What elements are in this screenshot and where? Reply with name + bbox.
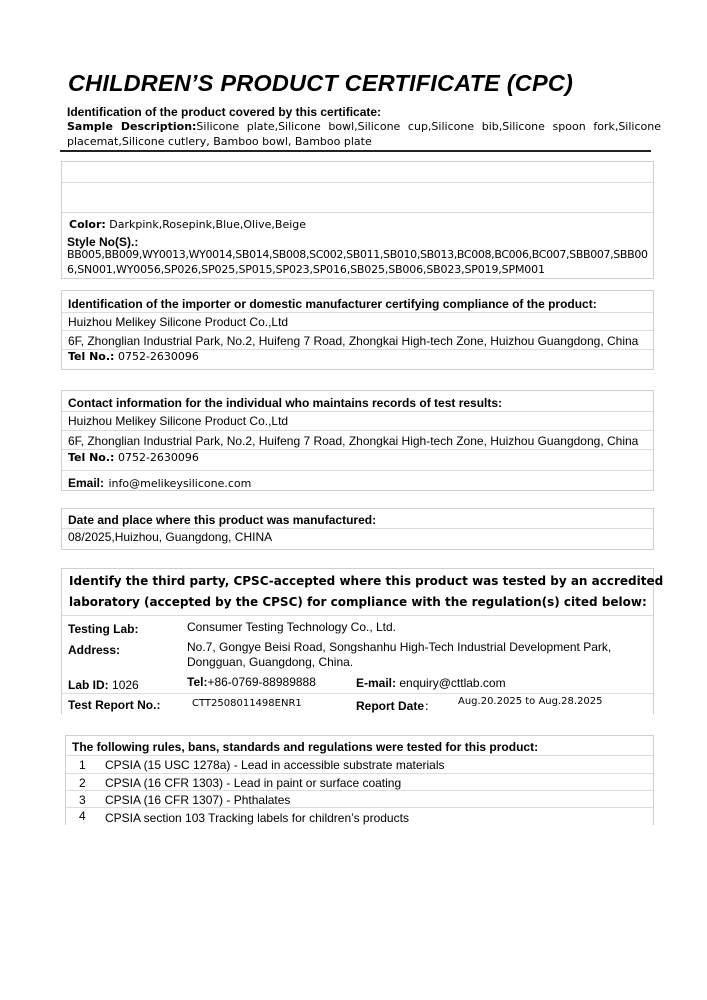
row-divider <box>62 411 653 412</box>
row-divider <box>66 773 653 774</box>
contact-email-row <box>68 474 251 492</box>
row-divider <box>62 312 653 313</box>
contact-address: 6F, Zhonglian Industrial Park, No.2, Huifeng 7 Road, Zhongkai High-tech Zone, Huizhou Guangdong, China <box>68 434 639 448</box>
row-divider <box>62 528 653 529</box>
importer-address: 6F, Zhonglian Industrial Park, No.2, Huifeng 7 Road, Zhongkai High-tech Zone, Huizhou Guangdong, China <box>68 334 639 348</box>
testing-lab-value: Consumer Testing Technology Co., Ltd. <box>187 620 397 634</box>
row-divider <box>62 693 653 694</box>
rule-number: 1 <box>79 758 86 772</box>
contact-heading: Contact information for the individual who maintains records of test results: <box>68 396 503 410</box>
lab-id-row <box>68 678 139 692</box>
address-label: Address: <box>68 643 121 657</box>
report-no-label: Test Report No.: <box>68 698 161 712</box>
lab-address-line1: No.7, Gongye Beisi Road, Songshanhu High-Tech Industrial Development Park, <box>187 640 612 654</box>
row-divider <box>62 330 653 331</box>
row-divider <box>62 182 653 183</box>
rule-text: CPSIA (15 USC 1278a) - Lead in accessible substrate materials <box>105 758 445 772</box>
importer-tel-label: Tel No.: <box>68 350 115 363</box>
lab-email-row <box>356 676 506 690</box>
sample-description-line1 <box>67 120 661 133</box>
lab-heading-line2: laboratory (accepted by the CPSC) for compliance with the regulation(s) cited below: <box>69 595 647 609</box>
contact-tel-row <box>68 451 199 464</box>
row-divider <box>62 430 653 431</box>
sample-description-value: Silicone plate,Silicone bowl,Silicone cup,Silicone bib,Silicone spoon fork,Silicone <box>196 120 661 133</box>
importer-company: Huizhou Melikey Silicone Product Co.,Ltd <box>68 315 289 329</box>
lab-heading-line1: Identify the third party, CPSC-accepted where this product was tested by an accredited <box>69 574 664 588</box>
color-label: Color: <box>69 218 106 231</box>
lab-tel-label: Tel: <box>187 675 208 689</box>
row-divider <box>62 212 653 213</box>
sample-description-line2: placemat,Silicone cutlery, Bamboo bowl, Bamboo plate <box>67 135 372 148</box>
row-divider <box>66 755 653 756</box>
contact-tel-label: Tel No.: <box>68 451 115 464</box>
lab-address-line2: Dongguan, Guangdong, China. <box>187 655 354 669</box>
row-divider <box>62 615 653 616</box>
importer-tel-value: 0752-2630096 <box>117 350 199 363</box>
rule-number: 3 <box>79 793 86 807</box>
contact-tel-value: 0752-2630096 <box>117 451 199 464</box>
report-no-value: CTT2508011498ENR1 <box>192 698 302 709</box>
rule-text: CPSIA (16 CFR 1303) - Lead in paint or surface coating <box>105 776 402 790</box>
importer-heading: Identification of the importer or domestic manufacturer certifying compliance of the product: <box>68 297 597 311</box>
report-date-colon: ： <box>424 699 437 713</box>
style-numbers-line1: BB005,BB009,WY0013,WY0014,SB014,SB008,SC002,SB011,SB010,SB013,BC008,BC006,BC007,SBB007,SBB00 <box>67 248 648 261</box>
manufacture-heading: Date and place where this product was manufactured: <box>68 513 377 527</box>
report-date-value: Aug.20.2025 to Aug.28.2025 <box>458 696 603 707</box>
style-numbers-line2: 6,SN001,WY0056,SP026,SP025,SP015,SP023,SP016,SB025,SB006,SB023,SP019,SPM001 <box>67 263 545 276</box>
color-value: Darkpink,Rosepink,Blue,Olive,Beige <box>109 218 307 231</box>
row-divider <box>66 790 653 791</box>
product-heading: Identification of the product covered by this certificate: <box>67 105 382 119</box>
lab-id-label: Lab ID: <box>68 678 109 692</box>
rule-text: CPSIA section 103 Tracking labels for children’s products <box>105 811 409 825</box>
lab-email-label: E-mail: <box>356 676 397 690</box>
rule-number: 4 <box>79 809 86 823</box>
report-date-label: Report Date <box>356 699 425 713</box>
title-divider <box>60 150 651 152</box>
importer-tel-row <box>68 350 199 363</box>
report-date-row <box>356 697 436 714</box>
row-divider <box>66 807 653 808</box>
lab-email-value: enquiry@cttlab.com <box>399 676 506 690</box>
style-label: Style No(S).: <box>67 235 139 249</box>
sample-description-label: Sample Description: <box>67 120 197 133</box>
certificate-title: CHILDREN’S PRODUCT CERTIFICATE (CPC) <box>68 70 574 96</box>
lab-tel-row <box>187 675 316 689</box>
rule-text: CPSIA (16 CFR 1307) - Phthalates <box>105 793 291 807</box>
contact-email-value: info@melikeysilicone.com <box>108 477 252 490</box>
rules-heading: The following rules, bans, standards and regulations were tested for this product: <box>72 740 539 754</box>
lab-tel-value: +86-0769-88989888 <box>207 675 316 689</box>
manufacture-value: 08/2025,Huizhou, Guangdong, CHINA <box>68 530 273 544</box>
contact-company: Huizhou Melikey Silicone Product Co.,Ltd <box>68 414 289 428</box>
testing-lab-label: Testing Lab: <box>68 622 139 636</box>
contact-email-label: Email: <box>68 476 105 490</box>
row-divider <box>62 449 653 450</box>
rule-number: 2 <box>79 776 86 790</box>
lab-id-value: 1026 <box>112 678 139 692</box>
row-divider <box>62 470 653 471</box>
color-row <box>69 218 306 231</box>
